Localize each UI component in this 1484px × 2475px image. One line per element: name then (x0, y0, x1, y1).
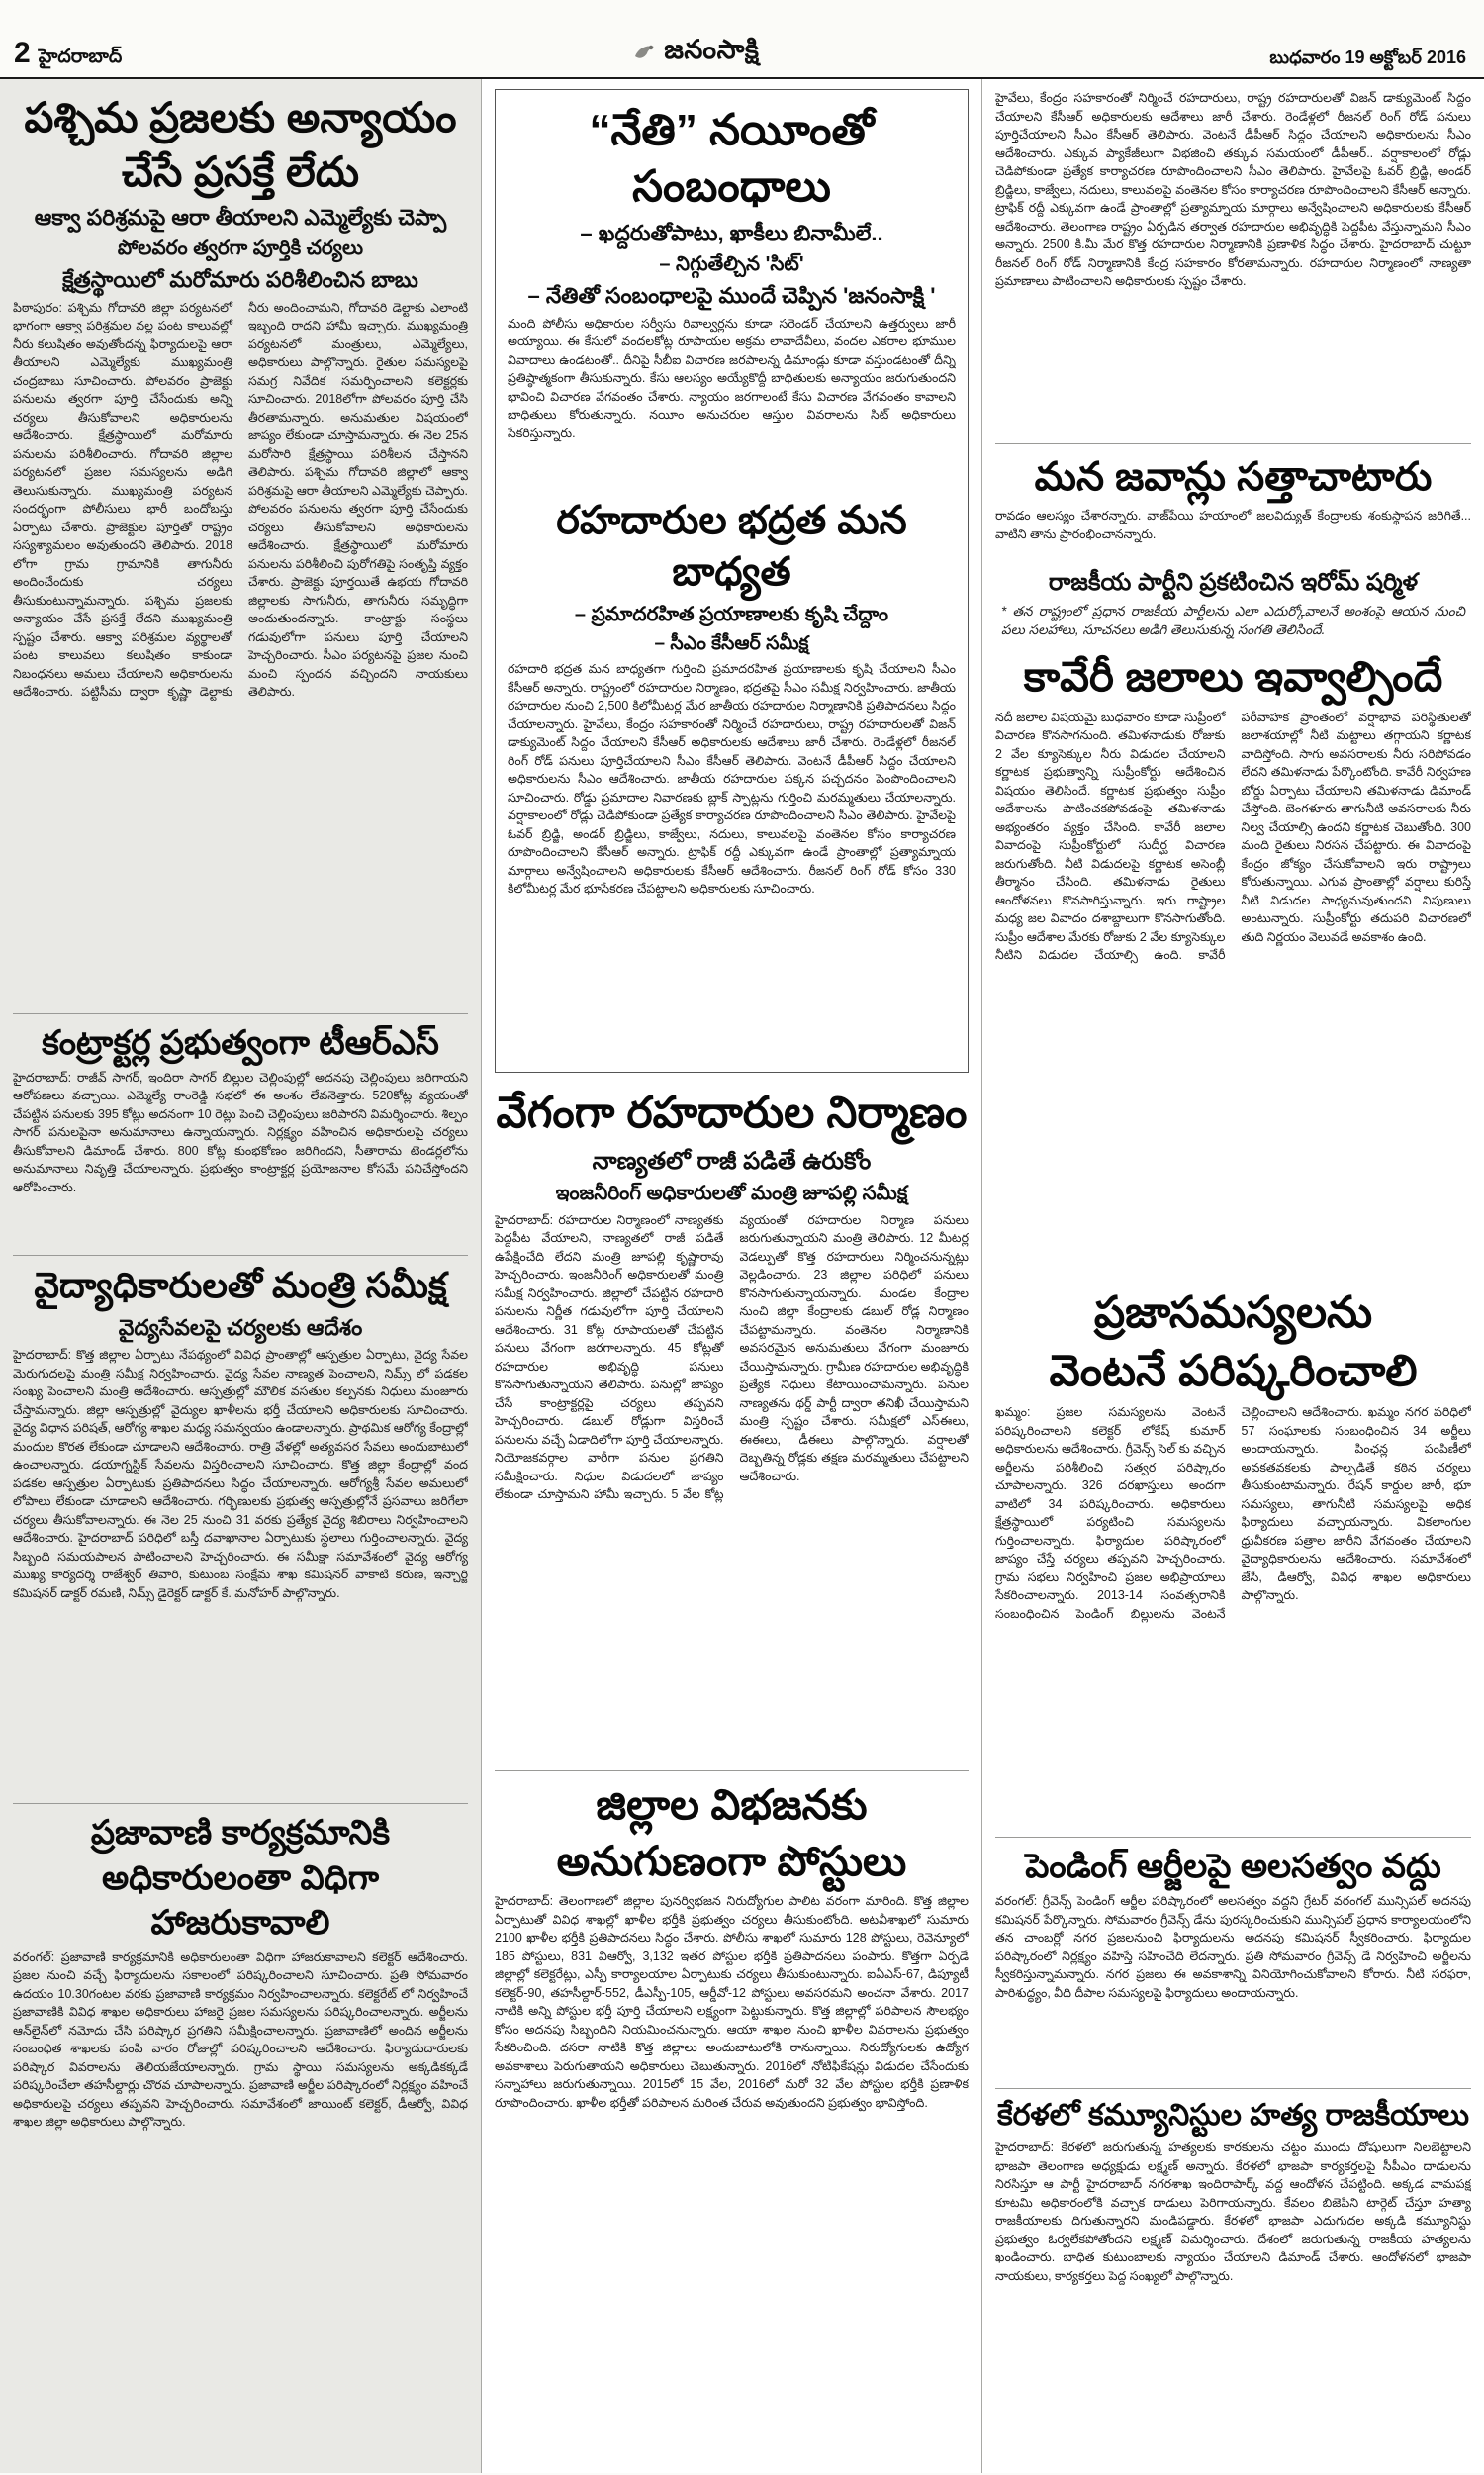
article-body: నదీ జలాల విషయమై బుధవారం కూడా సుప్రీంలో విచారణ కొనసాగనుంది. తమిళనాడుకు రోజుకు 2 వేల క్యూసెక్కుల నీరు విడుదల చేయాలని కర్ణాటక ప్రభుత్వాన్ని సుప్రీంకోర్టు ఆదేశించిన విషయం తెలిసిందే. కర్ణాటక ప్రభుత్వం సుప్రీం ఆదేశాలను పాటించకపోవడంపై తమిళనాడు అభ్యంతరం వ్యక్తం చేసింది. కావేరీ జలాల వివాదంపై సుప్రీంకోర్టులో సుదీర్ఘ విచారణ జరుగుతోంది. నీటి విడుదలపై కర్ణాటక అసెంబ్లీ తీర్మానం చేసింది. తమిళనాడు రైతులు ఆందోళనలు కొనసాగిస్తున్నారు. ఇరు రాష్ట్రాల మధ్య జల వివాదం దశాబ్దాలుగా కొనసాగుతోంది. సుప్రీం ఆదేశాల మేరకు రోజుకు 2 వేల క్యూసెక్కుల నీటిని విడుదల చేయాల్సి ఉంది. కావేరీ పరీవాహక ప్రాంతంలో వర్షాభావ పరిస్థితులతో జలాశయాల్లో నీటి మట్టాలు తగ్గాయని కర్ణాటక వాదిస్తోంది. సాగు అవసరాలకు నీరు సరిపోవడం లేదని తమిళనాడు పేర్కొంటోంది. కావేరీ నిర్వహణ బోర్డు ఏర్పాటు చేయాలని తమిళనాడు డిమాండ్ చేస్తోంది. బెంగళూరు తాగునీటి అవసరాలకు నీరు నిల్వ చేయాల్సి ఉందని కర్ణాటక చెబుతోంది. 300 మంది రైతులు నిరసన చేపట్టారు. ఈ వివాదంపై కేంద్రం జోక్యం చేసుకోవాలని ఇరు రాష్ట్రాలు కోరుతున్నాయి. ఎగువ ప్రాంతాల్లో వర్షాలు కురిస్తే నీటి విడుదల సాధ్యమవుతుందని నిపుణులు అంటున్నారు. సుప్రీంకోర్టు తదుపరి విచారణలో తుది నిర్ణయం వెలువడే అవకాశం ఉంది. (995, 710, 1471, 963)
section-divider (13, 1803, 468, 1804)
article-pending-petitions (995, 1845, 1471, 2078)
article-subhead: ఆక్వా పరిశ్రమపై ఆరా తీయాలని ఎమ్మెల్యేకు చెప్పా (34, 205, 447, 231)
article-headline: కంట్రాక్టర్ల ప్రభుత్వంగా టీఆర్ఎస్ (42, 1023, 439, 1062)
article-body: ఖమ్మం: ప్రజల సమస్యలను వెంటనే పరిష్కరించాలని కలెక్టర్ లోకేష్ కుమార్ అధికారులను ఆదేశించారు. గ్రీవెన్స్ సెల్ కు వచ్చిన అర్జీలను పరిశీలించి సత్వర పరిష్కారం చూపాలన్నారు. 326 దరఖాస్తులు అందగా వాటిలో 34 పరిష్కరించారు. అధికారులు క్షేత్రస్థాయిలో పర్యటించి సమస్యలను గుర్తించాలన్నారు. ఫిర్యాదుల పరిష్కారంలో జాప్యం చేస్తే చర్యలు తప్పవని హెచ్చరించారు. గ్రామ సభలు నిర్వహించి ప్రజల అభిప్రాయాలు సేకరించాలన్నారు. 2013-14 సంవత్సరానికి సంబంధించిన పెండింగ్ బిల్లులను వెంటనే చెల్లించాలని ఆదేశించారు. ఖమ్మం నగర పరిధిలో 57 సంఘాలకు సంబంధించిన 34 అర్జీలు అందాయన్నారు. పింఛన్ల పంపిణీలో అవకతవకలకు పాల్పడితే కఠిన చర్యలు తీసుకుంటామన్నారు. రేషన్ కార్డుల జారీ, భూ సమస్యలు, తాగునీటి సమస్యలపై అధిక ఫిర్యాదులు వచ్చాయన్నారు. వికలాంగుల ధ్రువీకరణ పత్రాల జారీని వేగవంతం చేయాలని వైద్యాధికారులను ఆదేశించారు. సమావేశంలో జేసీ, డీఆర్వో, వివిధ శాఖల అధికారులు పాల్గొన్నారు. (995, 1405, 1471, 1621)
article-body: వరంగల్: ప్రజావాణి కార్యక్రమానికి అధికారులంతా విధిగా హాజరుకావాలని కలెక్టర్ ఆదేశించారు. ప్రజల నుంచి వచ్చే ఫిర్యాదులను సకాలంలో పరిష్కరించాలని సూచించారు. ప్రతి సోమవారం ఉదయం 10.30గంటల వరకు ప్రజావాణి కార్యక్రమం నిర్వహించాలన్నారు. కలెక్టరేట్ లో నిర్వహించే ప్రజావాణికి వివిధ శాఖల అధికారులు హాజరై ప్రజల సమస్యలను పరిష్కరించాలన్నారు. అర్జీలను ఆన్‌లైన్‌లో నమోదు చేసి పరిష్కార ప్రగతిని సమీక్షించాలన్నారు. ప్రజావాణిలో అందిన అర్జీలను సంబంధిత శాఖలకు పంపి వారం రోజుల్లో పరిష్కరించాలని ఆదేశించారు. ఫిర్యాదుదారులకు పరిష్కార వివరాలను తెలియజేయాలన్నారు. గ్రామ స్థాయి సమస్యలను అక్కడికక్కడే పరిష్కరించేలా తహసీల్దార్లు చొరవ చూపాలన్నారు. ప్రజావాణి అర్జీల పరిష్కారంలో నిర్లక్ష్యం వహించే అధికారులపై చర్యలు తప్పవని హెచ్చరించారు. సమావేశంలో జాయింట్ కలెక్టర్, డీఆర్వో, వివిధ శాఖల జిల్లా అధికారులు పాల్గొన్నారు. (13, 1950, 468, 2130)
article-subhead: – సీఎం కేసీఆర్ సమీక్ష (654, 632, 809, 654)
column-right (982, 79, 1484, 2473)
section-divider (13, 1013, 468, 1014)
article-kerala-politics (995, 2096, 1471, 2364)
article-headline: మన జవాన్లు సత్తాచాటారు (1034, 455, 1433, 499)
article-body: వరంగల్: గ్రీవెన్స్ పెండింగ్ ఆర్జీల పరిష్కారంలో అలసత్వం వద్దని గ్రేటర్ వరంగల్ మున్సిపల్ అదనపు కమిషనర్ పేర్కొన్నారు. సోమవారం గ్రీవెన్స్ డేను పురస్కరించుకుని మున్సిపల్ ప్రధాన కార్యాలయంలోని తన చాంబర్లో నగర ప్రజలనుంచి ఫిర్యాదులను అదనపు కమిషనర్ స్వీకరించారు. ఫిర్యాదుల పరిష్కారంలో నిర్లక్ష్యం వహిస్తే సహించేది లేదన్నారు. ప్రతి సోమవారం గ్రీవెన్స్ డే నిర్వహించి అర్జీలను స్వీకరిస్తున్నామన్నారు. నగర ప్రజలు ఈ అవకాశాన్ని వినియోగించుకోవాలని కోరారు. నీటి సరఫరా, పారిశుద్ధ్యం, వీధి దీపాల సమస్యలపై ఫిర్యాదులు అందాయన్నారు. (995, 1894, 1471, 2000)
article-subhead: – ఖద్దరుతోపాటు, ఖాకీలు బినామీలే.. (580, 221, 883, 246)
article-body: హైదరాబాద్: రాజీవ్ సాగర్, ఇందిరా సాగర్ బిల్లుల చెల్లింపుల్లో అదనపు చెల్లింపులు జరిగాయని ఆరోపణలు వచ్చాయి. ఎమ్మెల్యే రాంరెడ్డి సభలో ఈ అంశం లేవనెత్తారు. 520కోట్ల వ్యయంతో చేపట్టిన పనులకు 395 కోట్లు అదనంగా 10 రెట్లు పెంచి చెల్లింపులు జరిపారని విమర్శించారు. శిల్పం సాగర్ పనులపైనా అనుమానాలు ఉన్నాయన్నారు. నిర్లక్ష్యం వహించిన అధికారులపై చర్యలు తీసుకోవాలని డిమాండ్ చేశారు. 800 కోట్ల కుంభకోణం జరిగిందని, సీతారామ టెండర్లలోను అనుమానాలు నివృత్తి చేయాలన్నారు. ప్రభుత్వం కాంట్రాక్టర్ల ప్రయోజనాల కోసమే పనిచేస్తోందని ఆరోపించారు. (13, 1070, 468, 1194)
article-public-issues (995, 1285, 1471, 1827)
article-body: హైదరాబాద్: తెలంగాణలో జిల్లాల పునర్విభజన నిరుద్యోగుల పాలిట వరంగా మారింది. కొత్త జిల్లాల ఏర్పాటుతో వివిధ శాఖల్లో ఖాళీల భర్తీకి ప్రభుత్వం చర్యలు తీసుకుంటోంది. అటవీశాఖలో సుమారు 2100 ఖాళీల భర్తీకి ప్రతిపాదనలు సిద్ధం చేశారు. పోలీసు శాఖలో సుమారు 128 పోస్టులు, రెవెన్యూలో 185 పోస్టులు, 831 విఆర్వో, 3,132 ఇతర పోస్టుల భర్తీకి ప్రతిపాదనలు పంపారు. కొత్తగా ఏర్పడే జిల్లాల్లో కలెక్టరేట్లు, ఎస్పీ కార్యాలయాల ఏర్పాటుకు చర్యలు తీసుకుంటున్నారు. ఐఏఎస్-67, డిప్యూటీ కలెక్టర్-90, తహసీల్దార్-552, డీఎస్పీ-105, ఆర్డీవో-12 పోస్టులు అవసరమని అంచనా వేశారు. 2017 నాటికి అన్ని పోస్టుల భర్తీ పూర్తి చేయాలని లక్ష్యంగా పెట్టుకున్నారు. కొత్త జిల్లాల్లో పరిపాలన సౌలభ్యం కోసం అదనపు సిబ్బందిని నియమించనున్నారు. ఆయా శాఖల నుంచి ఖాళీల వివరాలను ప్రభుత్వం సేకరించింది. దసరా నాటికి కొత్త జిల్లాలు అందుబాటులోకి రానున్నాయి. నిరుద్యోగులకు ఉద్యోగ అవకాశాలు పెరుగుతాయని అధికారులు చెబుతున్నారు. 2016లో నోటిఫికేషన్లు విడుదల చేసేందుకు సన్నాహాలు జరుగుతున్నాయి. 2015లో 15 వేల, 2016లో మరో 32 వేల పోస్టుల భర్తీకి ప్రణాళిక రూపొందించారు. ఖాళీల భర్తీతో పరిపాలన మరింత చేరువ అవుతుందని ప్రభుత్వం భావిస్తోంది. (495, 1894, 969, 2110)
article-jawans (995, 451, 1471, 640)
article-subhead: – ప్రమాదరహిత ప్రయాణాలకు కృషి చేద్దాం (574, 603, 889, 625)
page-columns (0, 79, 1484, 2473)
column-middle (482, 79, 982, 2473)
article-subhead: – నేతితో సంబంధాలపై ముందే చెప్పిన 'జనంసాక్షి ' (527, 283, 936, 309)
article-headline-line2: అనుగుణంగా పోస్టులు (556, 1837, 907, 1884)
issue-date: బుధవారం 19 అక్టోబర్ 2016 (1269, 48, 1466, 67)
article-subhead: పోలవరం త్వరగా పూర్తికి చర్యలు (117, 237, 364, 259)
article-fast-roads (495, 1085, 969, 1761)
article-headline: పశ్చిమ ప్రజలకు అన్యాయం చేసే ప్రసక్తే లేదు (24, 94, 457, 195)
article-headline-line1: ప్రజాసమస్యలను (1093, 1287, 1373, 1337)
article-headline: పెండింగ్ ఆర్జీలపై అలసత్వం వద్దు (1025, 1848, 1441, 1886)
section-divider (495, 1770, 969, 1771)
article-subhead: – నిగ్గుతేల్చిన 'సిట్' (659, 253, 804, 276)
article-subhead: నాణ్యతలో రాజీ పడితే ఉరుకోం (592, 1147, 872, 1175)
article-headline-line1: జిల్లాల విభజనకు (596, 1780, 868, 1828)
article-subhead: ఇంజనీరింగ్ అధికారులతో మంత్రి జూపల్లి సమీక్ష (555, 1182, 908, 1204)
section-name: హైదరాబాద్ (38, 47, 123, 67)
header-left (14, 37, 122, 72)
article-body: మంది పోలీసు అధికారుల సర్వీసు రివాల్వర్లను కూడా సరెండర్ చేయాలని ఉత్తర్వులు జారీ అయ్యాయి. ఈ కేసులో వందలకోట్ల రూపాయల అక్రమ లావాదేవీలు, వందల ఎకరాల భూముల వివాదాలు ఉండటంతో.. దీనిపై సీబీఐ విచారణ జరపాలన్న డిమాండ్లు కూడా వస్తుండటంతో దీన్ని ప్రతిష్ఠాత్మకంగా తీసుకున్నారు. కేసు ఆలస్యం అయ్యేకొద్దీ బాధితులకు అన్యాయం జరుగుతుందని భావించి విచారణ వేగవంతం చేశారు. న్యాయం జరగాలంటే కేసు విచారణ వేగవంతం కావాలని బాధితులు కోరుతున్నారు. నయీం అనుచరుల ఆస్తుల వివరాలను సిట్ అధికారులు సేకరిస్తున్నారు. (508, 316, 956, 440)
masthead-logo-icon (632, 41, 658, 66)
page-header (0, 0, 1484, 79)
page-number: 2 (14, 37, 31, 69)
section-divider (995, 2088, 1471, 2089)
article-note: * తన రాష్ట్రంలో ప్రధాన రాజకీయ పార్టీలను ఎలా ఎదుర్కోవాలనే అంశంపై ఆయన నుంచి పలు సలహాలు, సూచనలు అడిగి తెలుసుకున్న సంగతి తెలిసిందే. (1001, 604, 1465, 638)
column-left (0, 79, 482, 2473)
section-divider (995, 1837, 1471, 1838)
article-headline-line2: అధికారులంతా విధిగా హాజరుకావాలి (101, 1859, 380, 1942)
article-headline-line2: వెంటనే పరిష్కరించాలి (1049, 1346, 1418, 1395)
article-body: పిఠాపురం: పశ్చిమ గోదావరి జిల్లా పర్యటనలో భాగంగా ఆక్వా పరిశ్రమల వల్ల పంట కాలువల్లో నీరు కలుషితం అవుతోందన్న ఫిర్యాదులపై ఆరా తీయాలని ఎమ్మెల్యేకు ముఖ్యమంత్రి చంద్రబాబు సూచించారు. పోలవరం ప్రాజెక్టు పనులను త్వరగా పూర్తి చేసేందుకు అన్ని చర్యలు తీసుకోవాలని అధికారులను ఆదేశించారు. క్షేత్రస్థాయిలో మరోమారు పనులను పరిశీలించారు. గోదావరి జిల్లాల పర్యటనలో ప్రజల సమస్యలను అడిగి తెలుసుకున్నారు. ముఖ్యమంత్రి పర్యటన సందర్భంగా పోలీసులు భారీ బందోబస్తు ఏర్పాటు చేశారు. ప్రాజెక్టుల పూర్తితో రాష్ట్రం సస్యశ్యామలం అవుతుందని తెలిపారు. 2018 లోగా గ్రామ గ్రామానికి తాగునీరు అందించేందుకు చర్యలు తీసుకుంటున్నామన్నారు. పశ్చిమ ప్రజలకు అన్యాయం చేసే ప్రసక్తే లేదని ముఖ్యమంత్రి స్పష్టం చేశారు. ఆక్వా పరిశ్రమల వ్యర్థాలతో పంట కాలువలు కలుషితం కాకుండా నిబంధనలు అమలు చేయాలని అధికారులను ఆదేశించారు. పట్టిసీమ ద్వారా కృష్ణా డెల్టాకు నీరు అందించామని, గోదావరి డెల్టాకు ఎలాంటి ఇబ్బంది రాదని హామీ ఇచ్చారు. ముఖ్యమంత్రి పర్యటనలో మంత్రులు, ఎమ్మెల్యేలు, అధికారులు పాల్గొన్నారు. రైతుల సమస్యలపై సమగ్ర నివేదిక సమర్పించాలని కలెక్టర్లకు సూచించారు. 2018లోగా పోలవరం పూర్తి చేసి తీరతామన్నారు. అనుమతుల విషయంలో జాప్యం లేకుండా చూస్తామన్నారు. ఈ నెల 25న మరోసారి క్షేత్రస్థాయి పరిశీలన చేస్తానని తెలిపారు. పశ్చిమ గోదావరి జిల్లాలో ఆక్వా పరిశ్రమపై ఆరా తీయాలని ఎమ్మెల్యేకు చెప్పారు. పోలవరం పనులను త్వరగా పూర్తి చేసేందుకు చర్యలు తీసుకోవాలని అధికారులను ఆదేశించారు. క్షేత్రస్థాయిలో మరోమారు పనులను పరిశీలించి పురోగతిపై సంతృప్తి వ్యక్తం చేశారు. ప్రాజెక్టు పూర్తయితే ఉభయ గోదావరి జిల్లాలకు సాగునీరు, తాగునీరు సమృద్ధిగా అందుతుందన్నారు. కాంట్రాక్టు సంస్థలు గడువులోగా పనులు పూర్తి చేయాలని హెచ్చరించారు. సీఎం పర్యటనపై ప్రజల నుంచి మంచి స్పందన వచ్చిందని నాయకులు తెలిపారు. (13, 300, 468, 700)
article-subhead: క్షేత్రస్థాయిలో మరోమారు పరిశీలించిన బాబు (62, 266, 418, 292)
article-kaveri (995, 650, 1471, 1271)
section-divider (13, 1255, 468, 1256)
masthead (632, 35, 759, 72)
article-headline: రహదారుల భద్రత మన బాధ్యత (556, 498, 907, 594)
article-headline-line1: ప్రజావాణి కార్యక్రమానికి (90, 1814, 391, 1853)
article-medical-review (13, 1263, 468, 1793)
article-subhead: వైద్యసేవలపై చర్యలకు ఆదేశం (118, 1314, 363, 1340)
article-headline: వైద్యాధికారులతో మంత్రి సమీక్ష (34, 1264, 447, 1305)
article-headline: వేగంగా రహదారుల నిర్మాణం (496, 1089, 968, 1138)
continuation-body: హైవేలు, కేంద్రం సహకారంతో నిర్మించే రహదారులు, రాష్ట్ర రహదారులతో విజన్ డాక్యుమెంట్ సిద్దం చేయాలని కేసీఆర్ అధికారులకు ఆదేశాలు జారీ చేశారు. రెండేళ్లలో రీజనల్ రింగ్ రోడ్ పనులు పూర్తిచేయాలని సీఎం కేసీఆర్ తెలిపారు. వెంటనే డీపీఆర్ సిద్దం చేయాలని అధికారులను సీఎం ఆదేశించారు. ఎక్కువ ప్యాకేజీలుగా విభజించి తక్కువ సమయంలో డీపీఆర్.. వర్షాకాలంలో రోడ్లు చెడిపోకుండా ప్రత్యేక కార్యాచరణ రూపొందించాలని సీఎం తెలిపారు. హైవేలపై ఓవర్ బ్రిడ్జి, అండర్ బ్రిడ్జిలు, కాజ్వేలు, నదులు, కాలువలపై వంతెనల కోసం కార్యాచరణ రూపొందించాలని కేసీఆర్ అన్నారు. ట్రాఫిక్ రద్దీ ఎక్కువగా ఉండే ప్రాంతాల్లో ప్రత్యామ్నాయ మార్గాలు అన్వేషించాలని అధికారులకు కేసీఆర్ ఆదేశించారు. తెలంగాణ రాష్ట్రం ఏర్పడిన తర్వాత రహదారుల అభివృద్ధికి పెద్దపీట వేస్తున్నామని సీఎం అన్నారు. 2500 కి.మీ మేర కొత్త రహదారుల నిర్మాణానికి ప్రణాళిక సిద్ధం చేశారు. హైదరాబాద్ చుట్టూ రీజనల్ రింగ్ రోడ్ నిర్మాణానికి కేంద్ర సహకారం కోరతామన్నారు. రహదారుల నిర్మాణంలో నాణ్యతా ప్రమాణాలు పాటించాలని అధికారులకు స్పష్టం చేశారు. (995, 91, 1471, 288)
article-prajavani (13, 1811, 468, 2340)
article-body: రావడం ఆలస్యం చేశారన్నారు. వాజ్‌పేయి హయాంలో జలవిద్యుత్ కేంద్రాలకు శంకుస్థాపన జరిగితే... వాటిని తాను ప్రారంభించానన్నారు. (995, 509, 1471, 541)
article-west-people (13, 91, 468, 1003)
article-road-safety (508, 495, 956, 1063)
article-district-posts (495, 1778, 969, 2427)
section-divider (995, 443, 1471, 444)
article-headline: కేరళలో కమ్యూనిస్టుల హత్య రాజకీయాలు (996, 2099, 1470, 2133)
article-subhead: రాజకీయ పార్టీని ప్రకటించిన ఇరోమ్ షర్మిళ (1048, 569, 1419, 596)
article-body: హైదరాబాద్: కేరళలో జరుగుతున్న హత్యలకు కారకులను చట్టం ముందు దోషులుగా నిలబెట్టాలని భాజపా తెలంగాణ అధ్యక్షుడు లక్ష్మణ్ అన్నారు. కేరళలో భాజపా కార్యకర్తలపై సీపీఎం దాడులను నిరసిస్తూ ఆ పార్టీ హైదరాబాద్ నగరశాఖ ఇందిరాపార్క్ వద్ద ఆందోళన చేపట్టింది. అక్కడ వామపక్ష కూటమి అధికారంలోకి వచ్చాక దాడులు పెరిగాయన్నారు. కేవలం బిజెపిని టార్గెట్ చేస్తూ హత్యా రాజకీయాలకు దిగుతున్నారని మండిపడ్డారు. కేరళలో భాజపా ఎదుగుదల అక్కడి కమ్యూనిస్టు ప్రభుత్వం ఓర్వలేకపోతోందని లక్ష్మణ్ విమర్శించారు. దేశంలో జరుగుతున్న రాజకీయ హత్యలను ఖండించారు. బాధిత కుటుంబాలకు న్యాయం చేయాలని డిమాండ్ చేశారు. ఆందోళనలో భాజపా నాయకులు, కార్యకర్తలు పెద్ద సంఖ్యలో పాల్గొన్నారు. (995, 2141, 1471, 2283)
article-headline: కావేరీ జలాలు ఇవ్వాల్సిందే (1023, 653, 1443, 701)
article-body: హైదరాబాద్: రహదారుల నిర్మాణంలో నాణ్యతకు పెద్దపీట వేయాలని, నాణ్యతలో రాజీ పడితే ఉపేక్షించేది లేదని మంత్రి జూపల్లి కృష్ణారావు హెచ్చరించారు. ఇంజనీరింగ్ అధికారులతో మంత్రి సమీక్ష నిర్వహించారు. జిల్లాలో చేపట్టిన రహదారి పనులను నిర్ణీత గడువులోగా పూర్తి చేయాలని ఆదేశించారు. 31 కోట్ల రూపాయలతో చేపట్టిన పనులు వేగంగా జరగాలన్నారు. 45 కోట్లతో రహదారుల అభివృద్ధి పనులు కొనసాగుతున్నాయని తెలిపారు. పనుల్లో జాప్యం చేసే కాంట్రాక్టర్లపై చర్యలు తప్పవని హెచ్చరించారు. డబుల్ రోడ్లుగా విస్తరించే పనులను వచ్చే ఏడాదిలోగా పూర్తి చేయాలన్నారు. నియోజకవర్గాల వారీగా పనుల ప్రగతిని సమీక్షించారు. నిధుల విడుదలలో జాప్యం లేకుండా చూస్తామని హామీ ఇచ్చారు. 5 వేల కోట్ల వ్యయంతో రహదారుల నిర్మాణ పనులు జరుగుతున్నాయని మంత్రి తెలిపారు. 12 మీటర్ల వెడల్పుతో కొత్త రహదారులు నిర్మించనున్నట్లు వెల్లడించారు. 23 జిల్లాల పరిధిలో పనులు కొనసాగుతున్నాయన్నారు. మండల కేంద్రాల నుంచి జిల్లా కేంద్రాలకు డబుల్ రోడ్ల నిర్మాణం చేపట్టామన్నారు. వంతెనల నిర్మాణానికి అవసరమైన అనుమతులు వేగంగా మంజూరు చేయిస్తామన్నారు. గ్రామీణ రహదారుల అభివృద్ధికి ప్రత్యేక నిధులు కేటాయించామన్నారు. పనుల నాణ్యతను థర్డ్ పార్టీ ద్వారా తనిఖీ చేయిస్తామని మంత్రి స్పష్టం చేశారు. సమీక్షలో ఎస్ఈలు, ఈఈలు, డీఈలు పాల్గొన్నారు. వర్షాలతో దెబ్బతిన్న రోడ్లకు తక్షణ మరమ్మతులు చేపట్టాలని ఆదేశించారు. (495, 1212, 969, 1502)
article-body: రహదారి భద్రత మన బాధ్యతగా గుర్తించి ప్రమాదరహిత ప్రయాణాలకు కృషి చేయాలని సీఎం కేసీఆర్ అన్నారు. రాష్ట్రంలో రహదారుల నిర్మాణం, భద్రతపై సీఎం సమీక్ష నిర్వహించారు. జాతీయ రహదారుల నుంచి 2,500 కిలోమీటర్ల మేర జాతీయ రహదారుల నిర్మాణానికి ప్రతిపాదనలు సిద్ధం చేయాలన్నారు. హైవేలు, కేంద్రం సహకారంతో నిర్మించే రహదారులు, రాష్ట్ర రహదారులతో విజన్ డాక్యుమెంట్ సిద్దం చేయాలని కేసీఆర్ అధికారులకు ఆదేశాలు జారీ చేశారు. రెండేళ్లలో రీజనల్ రింగ్ రోడ్ పనులు పూర్తిచేయాలని సీఎం కేసీఆర్ తెలిపారు. వెంటనే డీపీఆర్ సిద్దం చేయాలని అధికారులను సీఎం ఆదేశించారు. జాతీయ రహదారుల పక్కన పచ్చదనం పెంపొందించాలని సూచించారు. రోడ్డు ప్రమాదాల నివారణకు బ్లాక్ స్పాట్లను గుర్తించి మరమ్మతులు చేయాలన్నారు. వర్షాకాలంలో రోడ్లు చెడిపోకుండా ప్రత్యేక కార్యాచరణ రూపొందించాలని సీఎం తెలిపారు. హైవేలపై ఓవర్ బ్రిడ్జి, అండర్ బ్రిడ్జిలు, కాజ్వేలు, నదులు, కాలువలపై వంతెనల కోసం కార్యాచరణ రూపొందించాలని కేసీఆర్ అన్నారు. ట్రాఫిక్ రద్దీ ఎక్కువగా ఉండే ప్రాంతాల్లో ప్రత్యామ్నాయ మార్గాలు అన్వేషించాలని అధికారులకు కేసీఆర్ ఆదేశించారు. రీజనల్ రింగ్ రోడ్ కోసం 330 కిలోమీటర్ల మేర భూసేకరణ చేపట్టాలని అధికారులకు సూచించారు. (508, 662, 956, 897)
masthead-title: జనంసాక్షి (664, 35, 760, 64)
article-contractors-trs (13, 1021, 468, 1245)
article-headline: “నేతి” నయీంతో సంబంధాలు (589, 106, 875, 212)
article-body: హైదరాబాద్: కొత్త జిల్లాల ఏర్పాటు నేపథ్యంలో వివిధ ప్రాంతాల్లో ఆస్పత్రుల ఏర్పాటు, వైద్య సేవల మెరుగుదలపై మంత్రి సమీక్ష నిర్వహించారు. వైద్య సేవల నాణ్యత పెంచాలని, నిమ్స్ లో పడకల సంఖ్య పెంచాలని మంత్రి ఆదేశించారు. ఆస్పత్రుల్లో మౌలిక వసతుల కల్పనకు నిధులు మంజూరు చేస్తామన్నారు. జిల్లా ఆస్పత్రుల్లో వైద్యుల ఖాళీలను భర్తీ చేయాలని అధికారులకు సూచించారు. వైద్య విధాన పరిషత్, ఆరోగ్య శాఖల మధ్య సమన్వయం ఉండాలన్నారు. ప్రాథమిక ఆరోగ్య కేంద్రాల్లో మందుల కొరత లేకుండా చూడాలని ఆదేశించారు. రాత్రి వేళల్లో అత్యవసర సేవలు అందుబాటులో ఉంచాలన్నారు. డయాగ్నస్టిక్ సేవలను విస్తరించాలని సూచించారు. కొత్త జిల్లా కేంద్రాల్లో వంద పడకల ఆస్పత్రుల ఏర్పాటుకు ప్రతిపాదనలు సిద్ధం చేయాలన్నారు. ఆరోగ్యశ్రీ సేవల అమలులో లోపాలు లేకుండా చూడాలని ఆదేశించారు. గర్భిణులకు ప్రభుత్వ ఆస్పత్రుల్లోనే ప్రసవాలు జరిగేలా చర్యలు తీసుకోవాలన్నారు. ఈ నెల 25 నుంచి 31 వరకు ప్రత్యేక వైద్య శిబిరాలు నిర్వహించాలని ఆదేశించారు. హైదరాబాద్ పరిధిలో బస్తీ దవాఖానాల ఏర్పాటుకు స్థలాలు గుర్తించాలన్నారు. వైద్య సిబ్బంది సమయపాలన పాటించాలని హెచ్చరించారు. ఈ సమీక్షా సమావేశంలో వైద్య ఆరోగ్య ముఖ్య కార్యదర్శి రాజేశ్వర్ తివారి, కుటుంబ సంక్షేమ శాఖ కమిషనర్ వాకాటి కరుణ, ఇన్చార్జి కమిషనర్ డాక్టర్ రమణి, నిమ్స్ డైరెక్టర్ డాక్టర్ కే. మనోహర్ పాల్గొన్నారు. (13, 1348, 468, 1600)
article-neti-nayeem-box (495, 89, 969, 1073)
